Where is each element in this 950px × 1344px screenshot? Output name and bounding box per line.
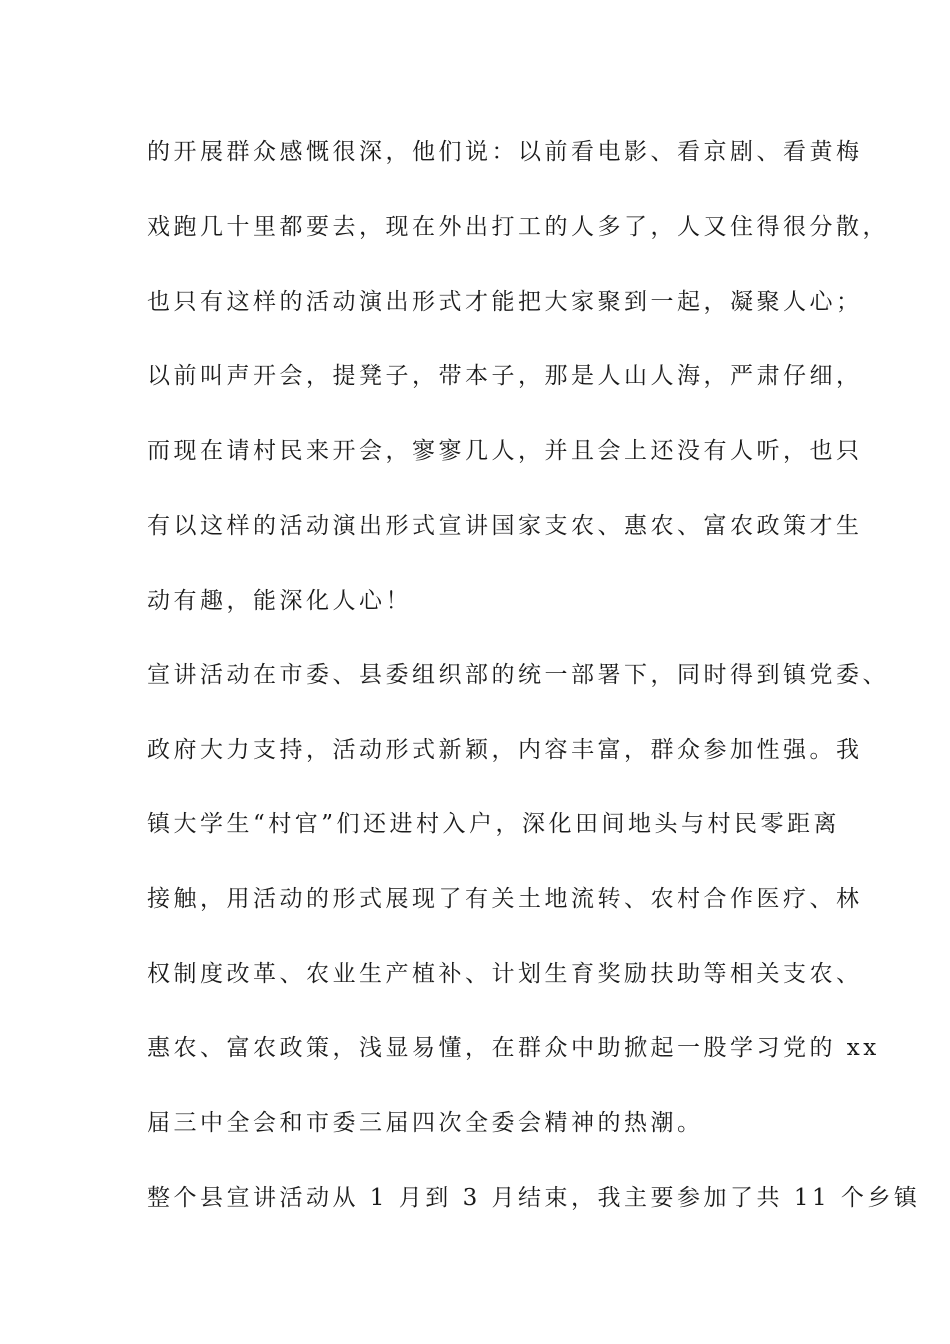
- text-line: 宣讲活动在市委、县委组织部的统一部署下，同时得到镇党委、: [147, 662, 889, 688]
- text-line: 镇大学生“村官”们还进村入户，深化田间地头与村民零距离: [147, 811, 841, 837]
- text-line: 接触，用活动的形式展现了有关土地流转、农村合作医疗、林: [147, 886, 863, 912]
- text-line: 戏跑几十里都要去，现在外出打工的人多了，人又住得很分散，: [147, 214, 889, 240]
- text-line: 届三中全会和市委三届四次全委会精神的热潮。: [147, 1110, 704, 1136]
- text-line: 政府大力支持，活动形式新颖，内容丰富，群众参加性强。我: [147, 737, 863, 763]
- text-line: 而现在请村民来开会，寥寥几人，并且会上还没有人听，也只: [147, 438, 863, 464]
- text-line: 以前叫声开会，提凳子，带本子，那是人山人海，严肃仔细，: [147, 363, 863, 389]
- text-line: 动有趣，能深化人心！: [147, 588, 412, 614]
- text-line: 整个县宣讲活动从 1 月到 3 月结束，我主要参加了共 11 个乡镇: [147, 1185, 921, 1211]
- text-line: 的开展群众感慨很深，他们说：以前看电影、看京剧、看黄梅: [147, 139, 863, 165]
- text-line: 惠农、富农政策，浅显易懂，在群众中助掀起一股学习党的 xx: [147, 1035, 880, 1061]
- text-line: 也只有这样的活动演出形式才能把大家聚到一起，凝聚人心；: [147, 289, 863, 315]
- text-line: 有以这样的活动演出形式宣讲国家支农、惠农、富农政策才生: [147, 513, 863, 539]
- text-line: 权制度改革、农业生产植补、计划生育奖励扶助等相关支农、: [147, 961, 863, 987]
